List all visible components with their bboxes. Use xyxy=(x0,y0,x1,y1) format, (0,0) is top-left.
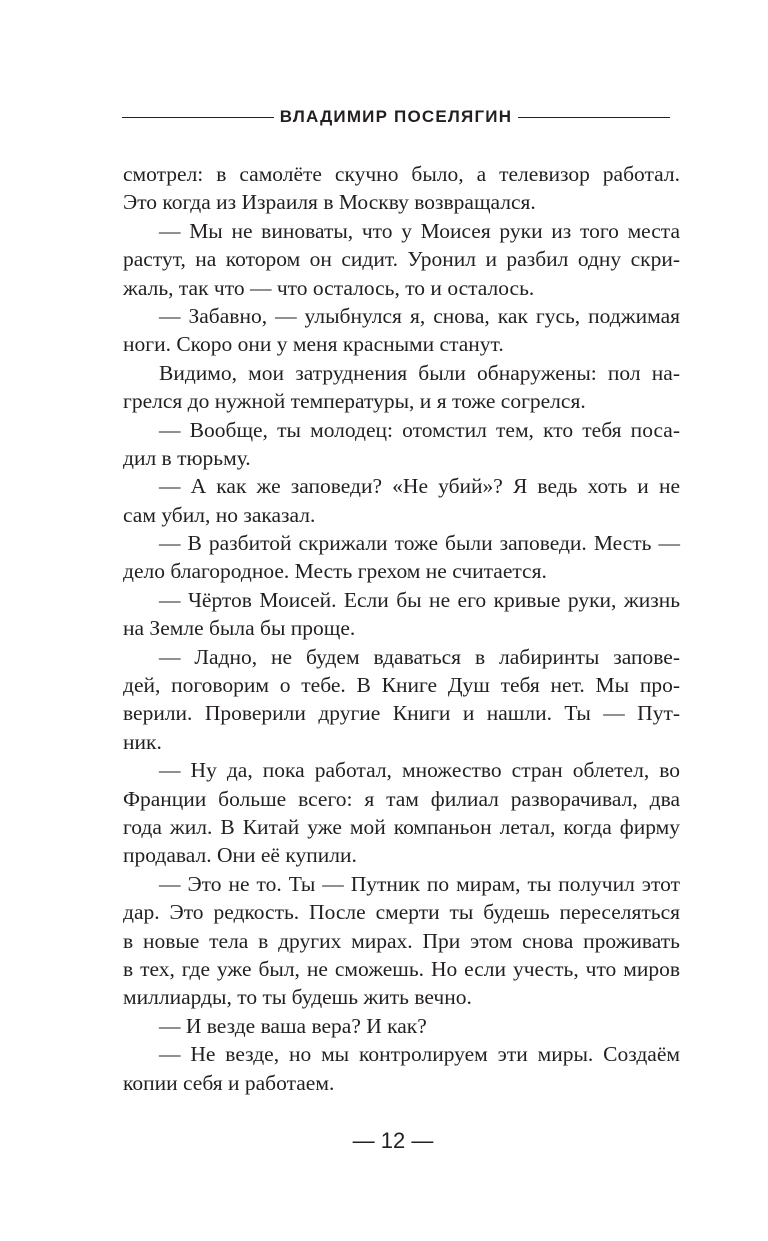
text-line: — Вообще, ты молодец: отомстил тем, кто тебя поса- xyxy=(159,417,680,442)
author-name: ВЛАДИМИР ПОСЕЛЯГИН xyxy=(279,107,513,126)
text-line: верили. Проверили другие Книги и нашли. Ты — Пут- xyxy=(123,701,680,726)
text-line: Это когда из Израиля в Москву возвращался. xyxy=(123,190,536,215)
text-line: — Мы не виноваты, что у Моисея руки из того места xyxy=(159,218,680,243)
text-line: — И везде ваша вера? И как? xyxy=(159,1013,427,1038)
text-line: в тех, где уже был, не сможешь. Но если учесть, что миров xyxy=(123,956,680,981)
text-line: в новые тела в других мирах. При этом снова проживать xyxy=(123,928,680,953)
running-header xyxy=(122,104,670,130)
text-line: копии себя и работаем. xyxy=(123,1070,335,1095)
text-line: — Это не то. Ты — Путник по мирам, ты получил этот xyxy=(159,871,680,896)
text-line: года жил. В Китай уже мой компаньон летал, когда фирму xyxy=(123,814,680,839)
text-line: дар. Это редкость. После смерти ты будешь переселяться xyxy=(123,900,680,925)
text-line: смотрел: в самолёте скучно было, а телевизор работал. xyxy=(123,162,680,186)
page-body-text xyxy=(123,160,680,1097)
text-line: грелся до нужной температуры, и я тоже согрелся. xyxy=(123,389,586,414)
text-line: — Чёртов Моисей. Если бы не его кривые руки, жизнь xyxy=(159,587,680,612)
text-line: ноги. Скоро они у меня красными станут. xyxy=(123,332,504,357)
text-line: дело благородное. Месть грехом не считается. xyxy=(123,559,547,584)
text-line: — В разбитой скрижали тоже были заповеди. Месть — xyxy=(159,531,680,556)
text-line: дил в тюрьму. xyxy=(123,445,251,470)
text-line: — Не везде, но мы контролируем эти миры. Создаём xyxy=(159,1042,680,1067)
header-rule-right xyxy=(518,117,670,118)
page-number: — 12 — xyxy=(352,1128,434,1153)
text-line: растут, на котором он сидит. Уронил и разбил одну скри- xyxy=(123,247,680,272)
text-line: ник. xyxy=(123,729,162,754)
header-rule-left xyxy=(122,117,274,118)
text-line: дей, поговорим о тебе. В Книге Душ тебя нет. Мы про- xyxy=(123,673,680,698)
text-line: Франции больше всего: я там филиал разворачивал, два xyxy=(123,786,680,811)
text-line: — А как же заповеди? «Не убий»? Я ведь хоть и не xyxy=(159,474,680,499)
text-line: продавал. Они её купили. xyxy=(123,843,357,868)
text-line: Видимо, мои затруднения были обнаружены: пол на- xyxy=(159,360,680,385)
text-line: миллиарды, то ты будешь жить вечно. xyxy=(123,985,472,1010)
text-line: — Ну да, пока работал, множество стран облетел, во xyxy=(159,758,680,783)
text-line: сам убил, но заказал. xyxy=(123,502,316,527)
text-line: — Забавно, — улыбнулся я, снова, как гусь, поджимая xyxy=(159,303,680,328)
text-line: на Земле была бы проще. xyxy=(123,616,356,641)
text-line: — Ладно, не будем вдаваться в лабиринты запове- xyxy=(159,644,680,669)
text-line: жаль, так что — что осталось, то и осталось. xyxy=(123,275,535,300)
